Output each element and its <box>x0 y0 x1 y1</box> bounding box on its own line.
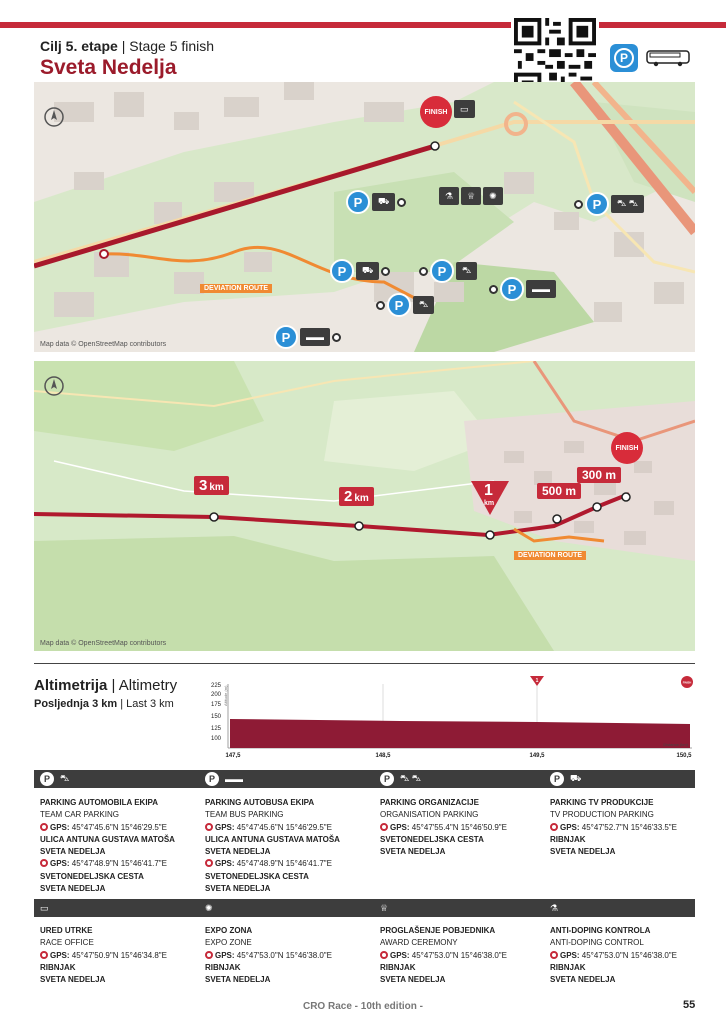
y-tick: 225 <box>210 683 221 689</box>
race-office-header <box>34 899 199 917</box>
y-tick: 200 <box>210 692 221 698</box>
bus-icon: ▬▬ <box>300 328 330 346</box>
parking-pin-icon: P <box>500 277 524 301</box>
info-column <box>544 797 695 895</box>
expo-zone-header <box>199 899 374 917</box>
km-2-marker: 2 km <box>339 487 374 506</box>
m-300-marker: 300 m <box>577 467 621 483</box>
address-line: SVETONEDELJSKA CESTA <box>380 834 484 844</box>
address-line: RIBNJAK <box>550 962 586 972</box>
trophy-icon: ♕ <box>380 902 389 913</box>
address-line: SVETONEDELJSKA CESTA <box>40 871 144 881</box>
organisation-cars-icon: ⛍ <box>413 296 434 314</box>
altimetry-sub-en: Last 3 km <box>126 698 174 710</box>
finish-area-map[interactable] <box>34 82 695 352</box>
address-line: RIBNJAK <box>205 962 241 972</box>
ceremony-markers[interactable] <box>439 187 503 205</box>
km-1-marker: 1 km <box>471 481 509 515</box>
info-subtitle: ANTI-DOPING CONTROL <box>550 938 644 948</box>
address-line: RIBNJAK <box>380 962 416 972</box>
km-1-profile-marker: 1 <box>535 678 539 684</box>
gps-target-icon <box>40 951 48 959</box>
stage-en: Stage 5 finish <box>129 38 215 54</box>
laptop-icon: ▭ <box>40 902 49 913</box>
parking-pin-icon: P <box>610 44 638 72</box>
address-line: SVETA NEDELJA <box>380 847 446 857</box>
x-tick: 150,5 <box>676 753 692 759</box>
km-3-marker: 3 km <box>194 476 229 495</box>
anti-doping-header <box>544 899 695 917</box>
map-attribution: Map data © OpenStreetMap contributors <box>40 341 167 348</box>
tv-truck-icon: ⛟ <box>356 262 379 280</box>
parking-pin-icon: P <box>274 325 298 349</box>
last-3km-map[interactable] <box>34 361 695 651</box>
info-icon-bar-1 <box>34 770 695 788</box>
location-dot-icon <box>381 267 390 276</box>
gps-target-icon <box>550 951 558 959</box>
page-number: 55 <box>683 999 696 1011</box>
gps-coordinates: GPS: 45°47'48.9"N 15°46'41.7"E <box>205 858 374 870</box>
altimetry-profile-chart <box>200 676 695 766</box>
gps-target-icon <box>40 823 48 831</box>
gps-coordinates: GPS: 45°47'50.9"N 15°46'34.8"E <box>40 950 199 962</box>
address-line: RIBNJAK <box>40 962 76 972</box>
gps-target-icon <box>380 951 388 959</box>
parking-pin-icon: P <box>330 259 354 283</box>
tv-truck-icon: ⛟ <box>570 773 582 783</box>
anti-doping-icon: ⚗ <box>550 902 559 913</box>
finish-pin: FINISH <box>420 96 452 128</box>
gps-target-icon <box>205 951 213 959</box>
finish-profile-marker: FINISH <box>682 681 692 685</box>
location-dot-icon <box>397 198 406 207</box>
info-icon-bar-2 <box>34 899 695 917</box>
info-subtitle: AWARD CEREMONY <box>380 938 458 948</box>
tv-parking-header <box>544 770 695 788</box>
deviation-route-label: DEVIATION ROUTE <box>200 284 272 293</box>
info-column <box>374 925 544 986</box>
address-line: ULICA ANTUNA GUSTAVA MATOŠA <box>205 834 340 844</box>
address-line: SVETA NEDELJA <box>205 884 271 894</box>
organisation-cars-icon: ⛍ ⛍ <box>611 195 644 213</box>
info-title: PARKING ORGANIZACIJE <box>380 798 479 807</box>
organisation-parking-marker-2[interactable] <box>376 293 434 317</box>
info-subtitle: RACE OFFICE <box>40 938 94 948</box>
parking-pin-icon: P <box>387 293 411 317</box>
gps-coordinates: GPS: 45°47'48.9"N 15°46'41.7"E <box>40 858 199 870</box>
altimetry-title-en: Altimetry <box>118 677 178 694</box>
parking-pin-icon: P <box>346 190 370 214</box>
parking-pin-icon: P <box>40 772 54 786</box>
stage-hr: Cilj 5. etape <box>40 38 118 54</box>
top-legend <box>610 44 690 72</box>
top-accent-bar <box>0 22 726 28</box>
x-tick: 149,5 <box>529 753 545 759</box>
address-line: SVETA NEDELJA <box>40 847 106 857</box>
address-line: SVETA NEDELJA <box>205 975 271 985</box>
gps-target-icon <box>205 823 213 831</box>
finish-pin: FINISH <box>611 432 643 464</box>
gps-coordinates: GPS: 45°47'45.6"N 15°46'29.5"E <box>40 822 199 834</box>
info-column <box>199 925 374 986</box>
info-subtitle: TEAM BUS PARKING <box>205 810 284 820</box>
info-subtitle: ORGANISATION PARKING <box>380 810 479 820</box>
bus-parking-marker-2[interactable] <box>274 325 341 349</box>
gps-coordinates: GPS: 45°47'53.0"N 15°46'38.0"E <box>205 950 374 962</box>
address-line: SVETA NEDELJA <box>40 884 106 894</box>
section-divider <box>34 663 695 664</box>
gps-target-icon <box>380 823 388 831</box>
location-dot-icon <box>419 267 428 276</box>
parking-pin-icon: P <box>205 772 219 786</box>
bus-parking-marker-1[interactable] <box>489 277 556 301</box>
gps-coordinates: GPS: 45°47'53.0"N 15°46'38.0"E <box>550 950 695 962</box>
stage-subtitle: Cilj 5. etape | Stage 5 finish <box>40 38 215 54</box>
location-dot-icon <box>376 301 385 310</box>
team-car-icon: ⛍ <box>456 262 477 280</box>
bus-icon: ▬▬ <box>225 774 243 784</box>
info-column <box>199 797 374 895</box>
award-ceremony-header <box>374 899 544 917</box>
gps-coordinates: GPS: 45°47'45.6"N 15°46'29.5"E <box>205 822 374 834</box>
y-tick: 150 <box>210 714 221 720</box>
page-header <box>40 38 214 80</box>
altimetry-header: Altimetrija | Altimetry Posljednja 3 km | Last 3 km <box>34 677 178 710</box>
altimetry-sub-hr: Posljednja 3 km <box>34 698 118 710</box>
address-line: SVETA NEDELJA <box>380 975 446 985</box>
team-car-parking-header <box>34 770 199 788</box>
info-title: EXPO ZONA <box>205 926 253 935</box>
info-subtitle: EXPO ZONE <box>205 938 252 948</box>
address-line: SVETA NEDELJA <box>205 847 271 857</box>
info-row-1 <box>34 797 695 895</box>
gps-target-icon <box>40 859 48 867</box>
info-title: PARKING AUTOBUSA EKIPA <box>205 798 315 807</box>
bus-icon: ▬▬ <box>526 280 556 298</box>
info-subtitle: TV PRODUCTION PARKING <box>550 810 654 820</box>
address-line: ULICA ANTUNA GUSTAVA MATOŠA <box>40 834 175 844</box>
gps-target-icon <box>550 823 558 831</box>
info-title: PARKING TV PRODUKCIJE <box>550 798 654 807</box>
team-car-icon: ⛍ <box>60 773 70 783</box>
altimetry-title-hr: Altimetrija <box>34 677 108 694</box>
gps-target-icon <box>205 859 213 867</box>
parking-pin-icon: P <box>380 772 394 786</box>
address-line: SVETA NEDELJA <box>40 975 106 985</box>
location-dot-icon <box>332 333 341 342</box>
race-office-marker[interactable] <box>454 100 475 118</box>
page-footer: CRO Race - 10th edition - <box>302 1001 423 1012</box>
info-column <box>374 797 544 895</box>
x-tick: 147,5 <box>225 753 241 759</box>
y-tick: 100 <box>210 736 221 742</box>
organisation-cars-icon: ⛍ ⛍ <box>400 773 422 783</box>
gps-coordinates: GPS: 45°47'55.4"N 15°46'50.9"E <box>380 822 544 834</box>
gps-coordinates: GPS: 45°47'53.0"N 15°46'38.0"E <box>380 950 544 962</box>
y-axis-label: Altitude (m) <box>223 685 228 706</box>
address-line: SVETONEDELJSKA CESTA <box>205 871 309 881</box>
info-title: URED UTRKE <box>40 926 93 935</box>
deviation-route-label: DEVIATION ROUTE <box>514 551 586 560</box>
x-tick: 148,5 <box>375 753 391 759</box>
y-tick: 175 <box>210 702 221 708</box>
organisation-parking-marker[interactable] <box>574 192 644 216</box>
expo-shell-icon: ✺ <box>483 187 503 205</box>
expo-shell-icon: ✺ <box>205 902 213 913</box>
y-tick: 125 <box>210 726 221 732</box>
bus-parking-header <box>199 770 374 788</box>
organisation-parking-header <box>374 770 544 788</box>
info-subtitle: TEAM CAR PARKING <box>40 810 119 820</box>
laptop-icon: ▭ <box>454 100 475 118</box>
tv-truck-icon: ⛟ <box>372 193 395 211</box>
info-title: PARKING AUTOMOBILA EKIPA <box>40 798 159 807</box>
m-500-marker: 500 m <box>537 483 581 499</box>
address-line: RIBNJAK <box>550 834 586 844</box>
info-column <box>544 925 695 986</box>
parking-pin-icon: P <box>585 192 609 216</box>
trophy-icon: ♕ <box>461 187 481 205</box>
map-attribution: Map data © OpenStreetMap contributors <box>40 640 167 647</box>
tv-production-parking-marker[interactable] <box>330 259 390 283</box>
page-title: Sveta Nedelja <box>40 56 177 79</box>
address-line: SVETA NEDELJA <box>550 975 616 985</box>
info-title: ANTI-DOPING KONTROLA <box>550 926 651 935</box>
info-column <box>34 925 199 986</box>
address-line: SVETA NEDELJA <box>550 847 616 857</box>
gps-coordinates: GPS: 45°47'52.7"N 15°46'33.5"E <box>550 822 695 834</box>
location-dot-icon <box>574 200 583 209</box>
parking-pin-icon: P <box>430 259 454 283</box>
info-row-2 <box>34 925 695 986</box>
location-dot-icon <box>489 285 498 294</box>
team-car-parking-marker-2[interactable] <box>419 259 477 283</box>
x-axis-label: Distance (km) <box>663 742 688 747</box>
team-car-parking-marker-1[interactable] <box>346 190 406 214</box>
anti-doping-icon: ⚗ <box>439 187 459 205</box>
bus-icon <box>646 49 690 67</box>
info-column <box>34 797 199 895</box>
info-title: PROGLAŠENJE POBJEDNIKA <box>380 926 496 935</box>
parking-pin-icon: P <box>550 772 564 786</box>
